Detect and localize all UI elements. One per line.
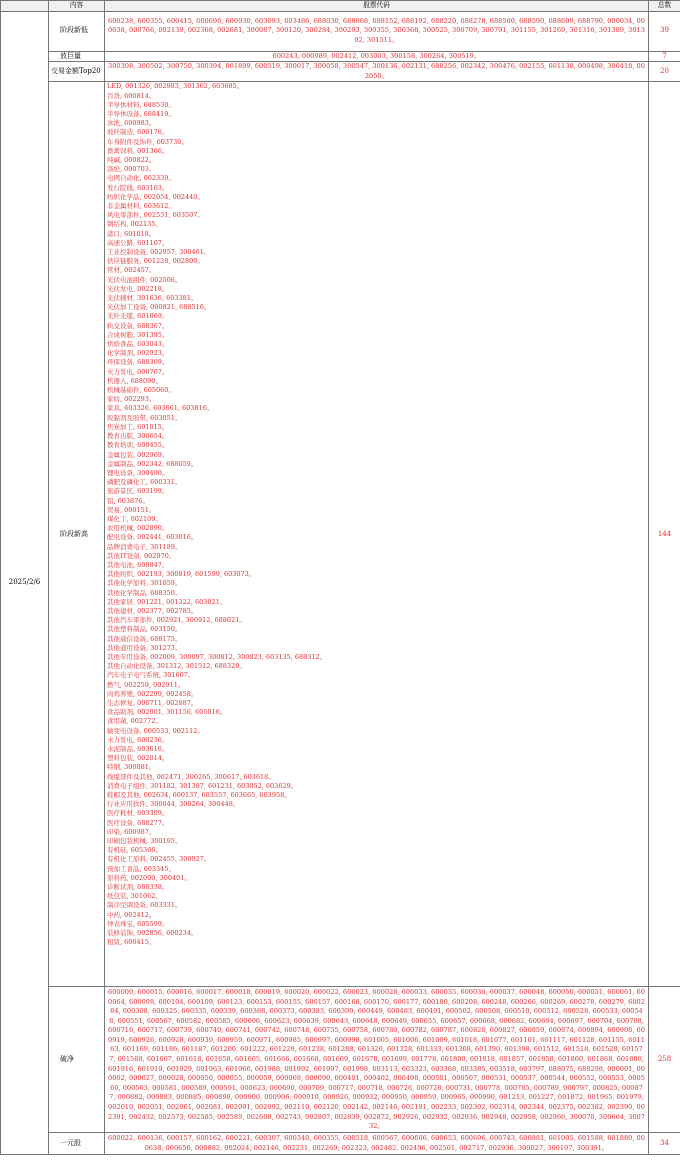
industry-item: 特钢, 300881。 xyxy=(107,763,156,772)
count-stage-new-high: 144 xyxy=(649,82,680,987)
industry-item: 其他汽车零部件, 002921, 300912, 688021。 xyxy=(107,616,246,625)
industry-item: 合成树脂, 301395。 xyxy=(107,330,169,339)
industry-item: 化学制剂, 002923。 xyxy=(107,349,169,358)
industry-item: 工业控制设备, 002957, 300461。 xyxy=(107,248,211,257)
header-content: 内容 xyxy=(49,1,105,12)
industry-item: 原料药, 002099, 300401。 xyxy=(107,873,191,882)
industry-item: 金属制品, 002342, 688059。 xyxy=(107,459,198,468)
industry-item: 环保设备, 688309。 xyxy=(107,358,169,367)
industry-item: 纺织化学品, 002054, 002440。 xyxy=(107,192,204,201)
category-stage-new-low: 阶段新低 xyxy=(49,11,105,51)
industry-item: 火力发电, 000767。 xyxy=(107,367,169,376)
industry-item: 家具, 603326, 603661, 603816。 xyxy=(107,404,214,413)
industry-item: 其他电池, 600847。 xyxy=(107,560,169,569)
industry-list xyxy=(107,82,646,986)
industry-item: 机器人, 688090。 xyxy=(107,376,162,385)
date-cell: 2025/2/6 xyxy=(1,11,49,1155)
industry-item: 光伏辅材, 301636, 603381。 xyxy=(107,294,198,303)
industry-item: 其他塑料制品, 603150。 xyxy=(107,625,182,634)
row-one-yuan xyxy=(1,1133,680,1155)
industry-item: 装修装饰, 002856, 600234。 xyxy=(107,929,198,938)
count-turnover-top20: 20 xyxy=(649,62,680,82)
industry-item: 百货, 600814。 xyxy=(107,91,156,100)
industry-item: 其他专用设备, 002009, 300097, 300812, 300823, 603135, 688312。 xyxy=(107,652,327,661)
industry-item: 光伏加工设备, 000821, 688516。 xyxy=(107,303,211,312)
industry-item: 贸易, 000151。 xyxy=(107,505,156,514)
industry-item: 其他IT设备, 002970。 xyxy=(107,551,176,560)
industry-item: 预加工食品, 603345。 xyxy=(107,864,175,873)
count-one-yuan: 34 xyxy=(649,1133,680,1155)
count-stage-new-low: 39 xyxy=(649,11,680,51)
industry-item: 钟表珠宝, 605599。 xyxy=(107,919,169,928)
industry-item: 鞋帽及其他, 002634, 600137, 603557, 603665, 603958。 xyxy=(107,791,291,800)
industry-item: 塑料包装, 002014。 xyxy=(107,754,169,763)
industry-item: 其他建材, 002377, 002785。 xyxy=(107,606,198,615)
industry-item: 钢结构, 002135。 xyxy=(107,220,162,229)
codes-stage-new-high xyxy=(105,82,649,987)
industry-item: 胶黏剂及胶带, 603051。 xyxy=(107,413,182,422)
header-date xyxy=(1,1,49,12)
industry-item: 消费电子组件, 301182, 301387, 601231, 603052, 603629。 xyxy=(107,781,298,790)
header-count: 总数 xyxy=(649,1,680,12)
industry-item: 磷肥及磷化工, 600331。 xyxy=(107,478,182,487)
count-below-book: 258 xyxy=(649,987,680,1133)
industry-item: 纸包装, 301062。 xyxy=(107,892,162,901)
industry-item: 电网自动化, 002339。 xyxy=(107,174,175,183)
industry-item: 线缆部件及其他, 002471, 300265, 300617, 603618。 xyxy=(107,772,275,781)
industry-item: 风电零部件, 002531, 603507。 xyxy=(107,211,204,220)
industry-item: 非金属材料, 603612。 xyxy=(107,202,175,211)
industry-item: 制冷空调设备, 603331。 xyxy=(107,901,182,910)
industry-item: 港口, 601018。 xyxy=(107,229,156,238)
industry-item: 有机化工原料, 002455, 300927。 xyxy=(107,855,211,864)
category-stage-new-high: 阶段新高 xyxy=(49,82,105,987)
header-row xyxy=(1,1,680,12)
row-stage-new-low xyxy=(1,11,680,51)
industry-item: 高速公路, 601107。 xyxy=(107,238,169,247)
industry-item: 教育培训, 600455。 xyxy=(107,441,169,450)
industry-item: 铝, 603876。 xyxy=(107,496,149,505)
industry-item: 供应链服务, 001228, 002800。 xyxy=(107,257,204,266)
industry-item: 汽车电子电气系统, 301607。 xyxy=(107,671,195,680)
codes-huge-volume: 600243, 000989, 002412, 003003, 300158, 300264, 300519。 xyxy=(105,51,649,62)
codes-stage-new-low: 600238, 600355, 600415, 600696, 600930, 603093, 603486, 688030, 688068, 688152, 688192, 688220, 688278, 688500, 688590, 688609, 688790, 000034, 000638, 000766, 002139, 002368, 002681, 300087, 300120, 300284, 300293, 300355, 300368, 300525, 300709, 300791, 301155, 301269, 301316, 301389, 301392, 301511。 xyxy=(105,11,649,51)
industry-item: 其他化学制品, 688350。 xyxy=(107,588,182,597)
industry-item: 其他家居, 001221, 001322, 603021。 xyxy=(107,597,227,606)
industry-item: 其他通信设备, 688175。 xyxy=(107,634,182,643)
industry-item: 光纤光缆, 601869。 xyxy=(107,312,169,321)
industry-item: 管材, 002457。 xyxy=(107,266,156,275)
industry-item: 发行院线, 603103。 xyxy=(107,183,169,192)
industry-item: 输变电设备, 000533, 002112。 xyxy=(107,726,204,735)
industry-item: 租赁, 600415。 xyxy=(107,938,156,947)
category-huge-volume: 放巨量 xyxy=(49,51,105,62)
industry-item: 玻纤制造, 600176。 xyxy=(107,128,169,137)
industry-item: 纯碱, 000822。 xyxy=(107,156,156,164)
industry-item: 涤纶, 000703。 xyxy=(107,165,156,174)
industry-item: 其他自动化设备, 301312, 301512, 688329。 xyxy=(107,662,246,671)
industry-item: 诊断试剂, 688338。 xyxy=(107,883,169,892)
industry-item: 其他化学原料, 301059。 xyxy=(107,579,182,588)
category-below-book: 破净 xyxy=(49,987,105,1133)
industry-item: 生态修复, 000711, 002887。 xyxy=(107,698,198,707)
industry-item: 焦炭加工, 601015。 xyxy=(107,422,169,431)
industry-item: 车身附件及饰件, 603730。 xyxy=(107,137,188,146)
industry-item: 印染, 600987。 xyxy=(107,827,156,836)
industry-item: 机械基础件, 605060。 xyxy=(107,386,175,395)
industry-item: 食用菌, 002772。 xyxy=(107,717,162,726)
industry-item: LED, 001326, 002983, 301362, 603685。 xyxy=(107,82,244,91)
industry-item: 煤化工, 002109。 xyxy=(107,514,162,523)
industry-item: 燃气, 002259, 002911。 xyxy=(107,680,185,689)
industry-item: 其他通用设备, 301273。 xyxy=(107,643,182,652)
industry-item: 光伏发电, 002218。 xyxy=(107,284,169,293)
industry-item: 其他纺织, 002193, 300819, 601599, 603073。 xyxy=(107,570,256,579)
industry-item: 教育出版, 300654。 xyxy=(107,432,169,441)
row-huge-volume xyxy=(1,51,680,62)
industry-item: 行业应用软件, 300044, 300264, 300448。 xyxy=(107,800,240,809)
row-below-book xyxy=(1,987,680,1133)
industry-item: 食品助剂, 002001, 301156, 605016。 xyxy=(107,708,227,717)
industry-item: 农用机械, 002890。 xyxy=(107,524,169,533)
industry-item: 医疗设备, 688277。 xyxy=(107,818,169,827)
industry-item: 冰洗, 600983。 xyxy=(107,119,156,128)
industry-item: 半导体设备, 688419。 xyxy=(107,109,175,118)
codes-turnover-top20: 300308, 300502, 300750, 300394, 001899, 600519, 300017, 300058, 300547, 300136, 002131, 688256, 002342, 300476, 002155, 601138, 000498, 300418, 002050。 xyxy=(105,62,649,82)
industry-item: 水力发电, 600236。 xyxy=(107,735,169,744)
header-codes: 股票代码 xyxy=(105,1,649,12)
industry-item: 品牌消费电子, 301189。 xyxy=(107,542,182,551)
codes-one-yuan: 600022, 600136, 600157, 600162, 600221, 600307, 600340, 600355, 600518, 600567, 600606, 600653, 600696, 600743, 600881, 601005, 601588, 601880, 000638, 000656, 000882, 002024, 002146, 002231, 002269, 002323, 002482, 002496, 002501, 002717, 002936, 300027, 300197, 300391。 xyxy=(105,1133,649,1155)
industry-item: 家纺, 002293。 xyxy=(107,395,156,404)
category-one-yuan: 一元股 xyxy=(49,1133,105,1155)
count-huge-volume: 7 xyxy=(649,51,680,62)
industry-item: 印刷包装机械, 300195。 xyxy=(107,837,182,846)
row-turnover-top20 xyxy=(1,62,680,82)
row-stage-new-high xyxy=(1,82,680,987)
codes-below-book: 600000, 600015, 600016, 600017, 600018, 600019, 600020, 600022, 600023, 600028, 600033, 600035, 600036, 600037, 600048, 600050, 600051, 600061, 600064, 600098, 600104, 600109, 600123, 600153, 600155, 600157, 600168, 600170, 600177, 600180, 600208, 600248, 600266, 600269, 600278, 600279, 600284, 600308, 600325, 600335, 600339, 600368, 600373, 600383, 600390, 600449, 600483, 600491, 600502, 600508, 600510, 600512, 600528, 600533, 600548, 600551, 600567, 600582, 600585, 600606, 600623, 600639, 600643, 600648, 600649, 600655, 600657, 600668, 600682, 600694, 600697, 600704, 600708, 600716, 600717, 600739, 600740, 600741, 600742, 600748, 600755, 600758, 600780, 600782, 600787, 600820, 600827, 600859, 600874, 600894, 600908, 600919, 600926, 600928, 600939, 600959, 600971, 600985, 600997, 600998, 601005, 601006, 601009, 601018, 601077, 601101, 601117, 601128, 601155, 601163, 601169, 601186, 601187, 601200, 601222, 601229, 601238, 601288, 601326, 601328, 601333, 601368, 601390, 601398, 601512, 601518, 601528, 601577, 601588, 601607, 601618, 601658, 601665, 601666, 601668, 601669, 601678, 601699, 601778, 601800, 601818, 601857, 601858, 601860, 601868, 601880, 601916, 601919, 601929, 601963, 601966, 601988, 601992, 601997, 601998, 603113, 603323, 603368, 603385, 603518, 603797, 688075, 688298, 000001, 000002, 000027, 000028, 000050, 000055, 000059, 000069, 000090, 000401, 000402, 000498, 000501, 000507, 000531, 000537, 000544, 000552, 000553, 000560, 000563, 000581, 000589, 000591, 000623, 000690, 000709, 000717, 000718, 000726, 000728, 000731, 000778, 000785, 000789, 000797, 000825, 000877, 000882, 000883, 000885, 000898, 000900, 000906, 000910, 000926, 000932, 000950, 000959, 000965, 000990, 001213, 001227, 001872, 001965, 001979, 002010, 002051, 002061, 002081, 002091, 002092, 002110, 002120, 002142, 002146, 002191, 002233, 002302, 002314, 002344, 002375, 002382, 002390, 002391, 002432, 002573, 002585, 002589, 002608, 002743, 002807, 002839, 002872, 002926, 002932, 002936, 002948, 002958, 002966, 300070, 300664, 300732。 xyxy=(105,987,649,1133)
industry-item: 医疗耗材, 603309。 xyxy=(107,809,169,818)
industry-item: 旅游景区, 603199。 xyxy=(107,487,169,496)
industry-item: 有机硅, 605366。 xyxy=(107,846,162,855)
industry-item: 锂电设备, 300490。 xyxy=(107,468,169,477)
industry-item: 肉鸡养殖, 002299, 002458。 xyxy=(107,689,198,698)
industry-item: 配电设备, 002441, 603016。 xyxy=(107,533,198,542)
industry-item: 水泥制品, 603616。 xyxy=(107,745,169,753)
industry-item: 金属包装, 002969。 xyxy=(107,450,169,459)
industry-item: 光伏电池组件, 002506。 xyxy=(107,275,182,284)
industry-item: 烘焙食品, 603043。 xyxy=(107,340,169,349)
industry-item: 轨交设备, 688367。 xyxy=(107,321,169,330)
category-turnover-top20: 交易金额Top20 xyxy=(49,62,105,82)
industry-item: 半导体材料, 688530。 xyxy=(107,100,175,109)
industry-item: 中药, 002412。 xyxy=(107,910,156,919)
industry-item: 畜禽饲料, 001366。 xyxy=(107,146,169,155)
